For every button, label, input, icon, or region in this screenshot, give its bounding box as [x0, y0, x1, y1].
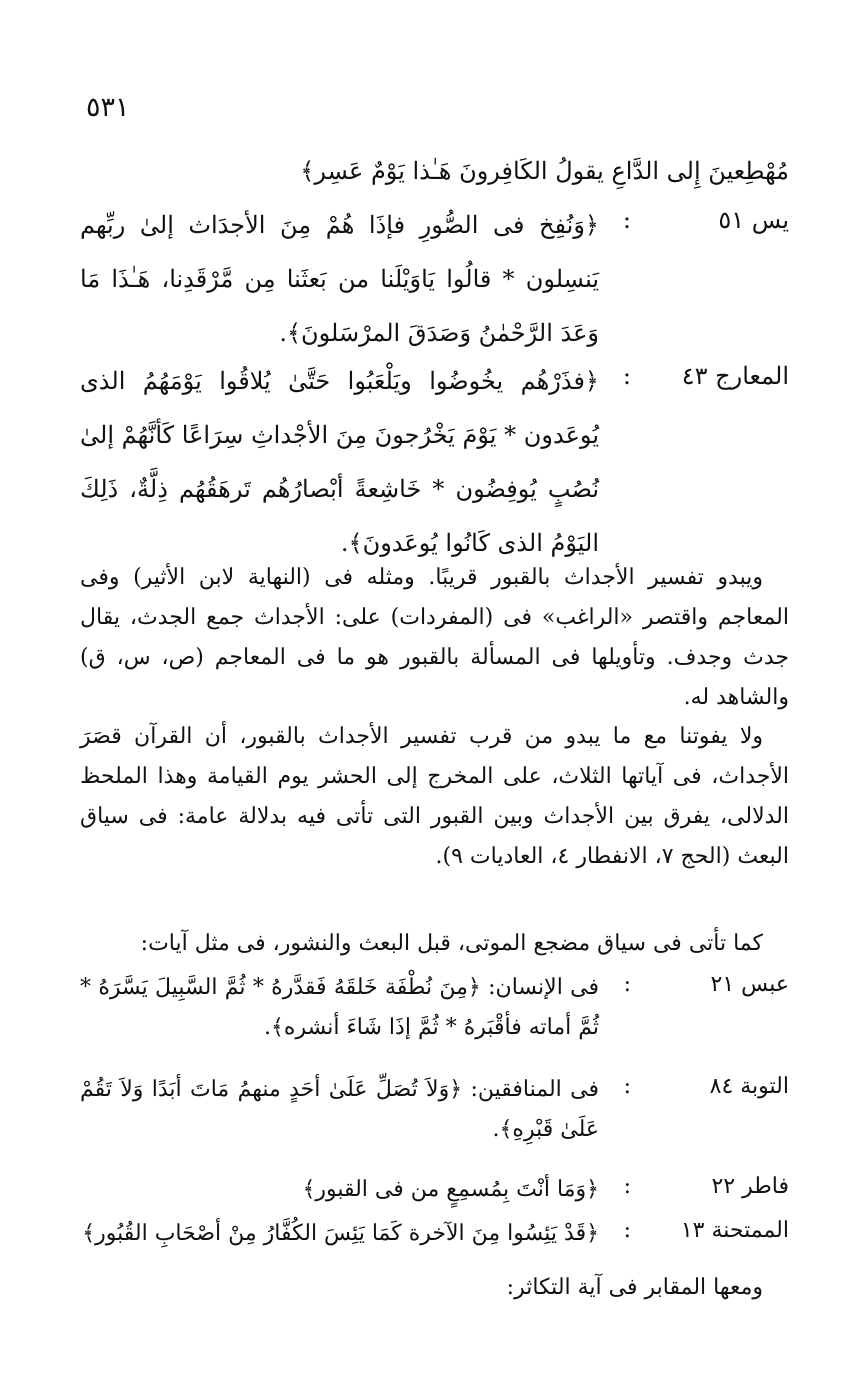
reference-label: عبس ٢١	[710, 972, 789, 997]
quran-reference-tawba	[80, 1070, 789, 1150]
paragraph-semantic-note: ولا يفوتنا مع ما يبدو من قرب تفسير الأجداث بالقبور، أن القرآن قصَرَ الأجداث، فى آياتها الثلاث، على المخرج إلى الحشر يوم القيامة وهذا الملحظ الدلالى، يفرق بين الأجداث وبين القبور التى تأتى فيه بدلالة عامة: فى سياق البعث (الحج ٧، الانفطار ٤، العاديات ٩).	[80, 724, 789, 869]
quran-reference-maarij	[80, 354, 789, 570]
quran-reference-fatir	[80, 1170, 789, 1210]
quran-reference-abasa	[80, 968, 789, 1048]
reference-colon: :	[622, 362, 631, 390]
reference-label: فاطر ٢٢	[711, 1174, 789, 1199]
reference-label: يس ٥١	[718, 206, 789, 234]
reference-colon: :	[623, 1074, 631, 1099]
verse-text: ﴿قَدْ يَئِسُوا مِنَ الآخرة كَمَا يَئِسَ الكُفَّارُ مِنْ أصْحَابِ القُبُور﴾	[82, 1221, 599, 1246]
reference-colon: :	[622, 206, 631, 234]
page-number: ٥٣١	[86, 92, 130, 123]
quran-reference-yasin	[80, 198, 789, 360]
verse-text: ﴿وَنُفِخ فى الصُّورِ فإذَا هُمْ مِنَ الأجدَاث إلىٰ ربِّهم يَنسِلون * قالُوا يَاوَيْلَنا من بَعثَنا مِن مَّرْقَدِنا، هَـٰذَا مَا وَعَدَ الرَّحْمٰنُ وَصَدَقَ المرْسَلونَ﴾.	[80, 211, 599, 347]
reference-label: الممتحنة ١٣	[680, 1218, 789, 1243]
reference-colon: :	[623, 1174, 631, 1199]
verse-continuation: مُهْطِعينَ إِلى الدَّاعِ يقولُ الكَافِرونَ هَـٰذا يَوْمٌ عَسِر﴾	[300, 157, 789, 185]
verse-text: فى المنافقين: ﴿وَلاَ تُصَلِّ عَلَىٰ أحَدٍ منهمُ مَاتَ أبَدًا وَلاَ تَقُمْ عَلَىٰ قَبْرِهِ﴾.	[80, 1077, 599, 1142]
verse-text: ﴿وَمَا أنْتَ بِمُسمِعٍ من فى القبور﴾	[302, 1177, 599, 1202]
intro-line: كما تأتى فى سياق مضجع الموتى، قبل البعث والنشور، فى مثل آيات:	[140, 931, 763, 956]
verse-text: فى الإنسان: ﴿مِنَ نُطْفَة خَلقَهُ فَقدَّرهُ * ثُمَّ السَّبِيلَ يَسَّرَهُ * ثُمَّ أماته فأقْبَرهُ * ثُمَّ إذَا شَاءَ أنشره﴾.	[80, 975, 599, 1040]
quran-reference-mumtahana	[80, 1214, 789, 1254]
verse-text: ﴿فذَرْهُم يخُوضُوا ويَلْعَبُوا حَتَّىٰ يُلاقُوا يَوْمَهُمُ الذى يُوعَدون * يَوْمَ يَخْرُجونَ مِنَ الأجْداثِ سِرَاعًا كَأنَّهُمْ إلىٰ نُصُبٍ يُوفِضُون * خَاشِعةً أبْصارُهُم تَرهَقُهُم ذِلَّةٌ، ذَلِكَ اليَوْمُ الذى كَانُوا يُوعَدونَ﴾.	[80, 367, 599, 557]
closing-line: ومعها المقابر فى آية التكاثر:	[506, 1275, 763, 1300]
reference-label: التوبة ٨٤	[709, 1074, 789, 1099]
reference-label: المعارج ٤٣	[681, 362, 789, 390]
reference-colon: :	[623, 972, 631, 997]
paragraph-explanation: ويبدو تفسير الأجداث بالقبور قريبًا. ومثله فى (النهاية لابن الأثير) وفى المعاجم واقتصر «الراغب» فى (المفردات) على: الأجداث جمع الجدث، يقال جدث وجدف. وتأويلها فى المسألة بالقبور هو ما فى المعاجم (ص، س، ق) والشاهد له.	[80, 565, 789, 710]
reference-colon: :	[623, 1218, 631, 1243]
